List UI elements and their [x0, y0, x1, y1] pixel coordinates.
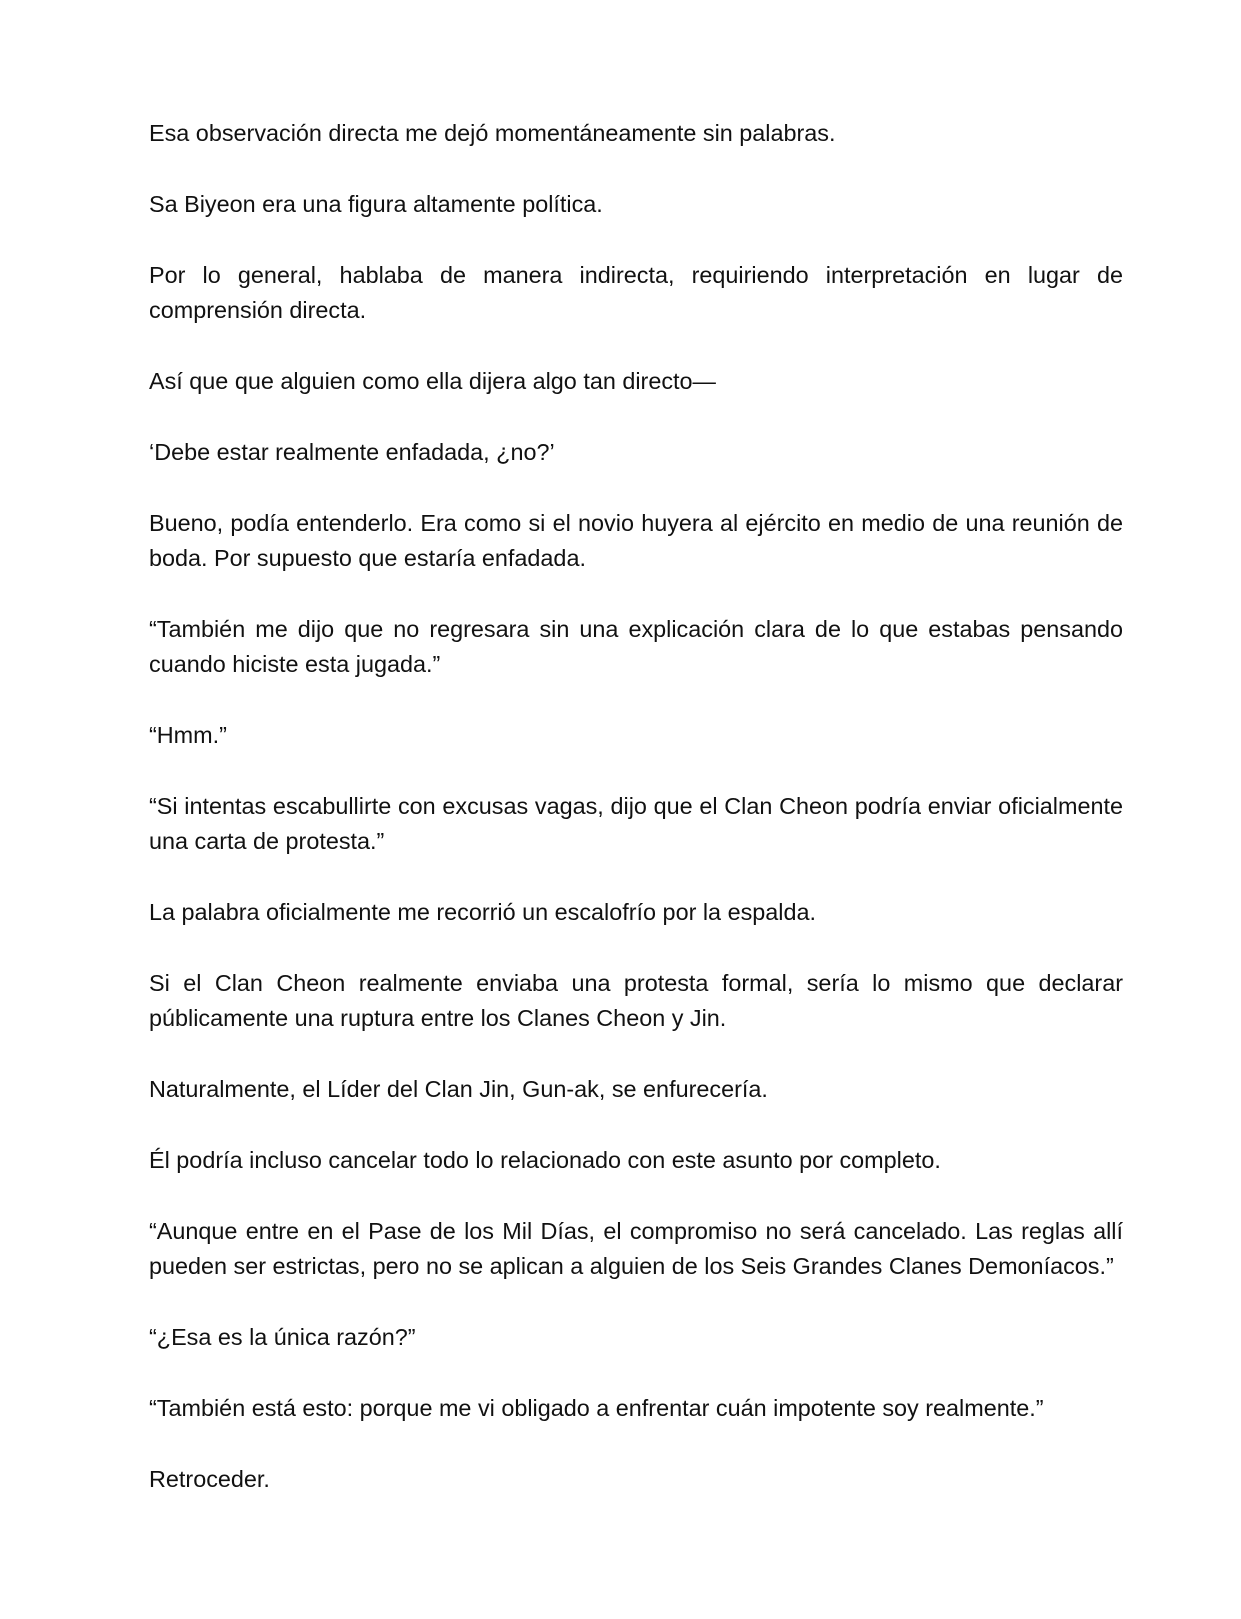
document-body — [149, 116, 1123, 1533]
paragraph: Sa Biyeon era una figura altamente política. — [149, 191, 603, 217]
paragraph: “Hmm.” — [149, 722, 227, 748]
paragraph: “También me dijo que no regresara sin una explicación clara de lo que estabas pensando cuando hiciste esta jugada.” — [149, 616, 1123, 677]
paragraph: Bueno, podía entenderlo. Era como si el novio huyera al ejército en medio de una reunión de boda. Por supuesto que estaría enfadada. — [149, 510, 1123, 571]
paragraph: “Si intentas escabullirte con excusas vagas, dijo que el Clan Cheon podría enviar oficialmente una carta de protesta.” — [149, 793, 1123, 854]
paragraph: “Aunque entre en el Pase de los Mil Días, el compromiso no será cancelado. Las reglas allí pueden ser estrictas, pero no se aplican a alguien de los Seis Grandes Clanes Demoníacos.” — [149, 1218, 1123, 1279]
paragraph: Así que que alguien como ella dijera algo tan directo— — [149, 368, 716, 394]
paragraph: Él podría incluso cancelar todo lo relacionado con este asunto por completo. — [149, 1147, 941, 1173]
paragraph: Retroceder. — [149, 1466, 270, 1492]
paragraph: Si el Clan Cheon realmente enviaba una protesta formal, sería lo mismo que declarar públicamente una ruptura entre los Clanes Cheon y Jin. — [149, 970, 1123, 1031]
paragraph: “También está esto: porque me vi obligado a enfrentar cuán impotente soy realmente.” — [149, 1395, 1044, 1421]
paragraph: Naturalmente, el Líder del Clan Jin, Gun-ak, se enfurecería. — [149, 1076, 768, 1102]
paragraph: Esa observación directa me dejó momentáneamente sin palabras. — [149, 120, 836, 146]
paragraph: La palabra oficialmente me recorrió un escalofrío por la espalda. — [149, 899, 816, 925]
paragraph: “¿Esa es la única razón?” — [149, 1324, 416, 1350]
paragraph: ‘Debe estar realmente enfadada, ¿no?’ — [149, 439, 555, 465]
paragraph: Por lo general, hablaba de manera indirecta, requiriendo interpretación en lugar de comprensión directa. — [149, 262, 1123, 323]
